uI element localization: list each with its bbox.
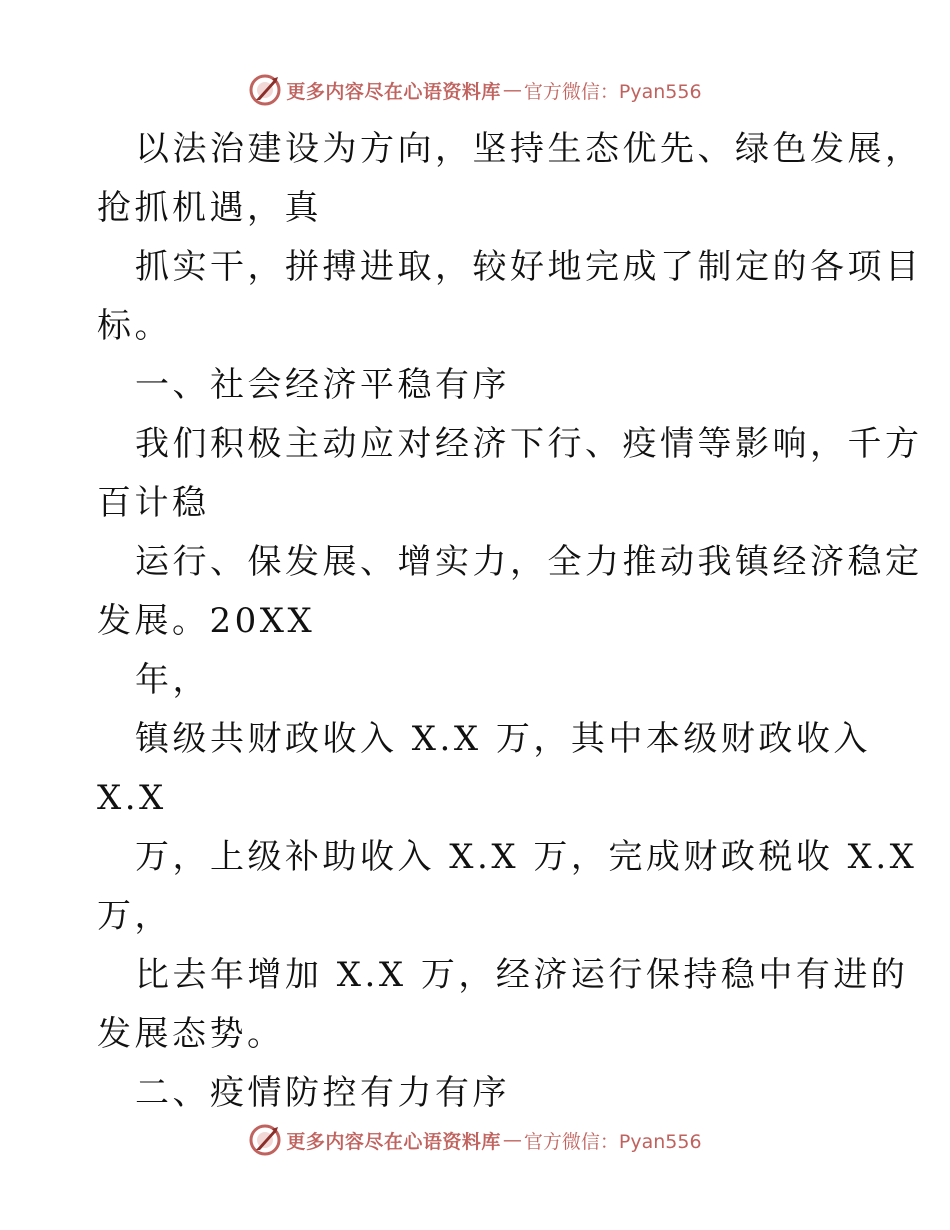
body-line: 发展。20XX [97,601,316,641]
watermark-site-text: 更多内容尽在心语资料库 [286,1130,501,1153]
quill-logo-icon [248,73,282,107]
body-line: 我们积极主动应对经济下行、疫情等影响，千方 [135,424,923,464]
body-line: 镇级共财政收入 X.X 万，其中本级财政收入 [135,719,871,759]
watermark-site-text: 更多内容尽在心语资料库 [286,80,501,103]
watermark-wechat-text: 官方微信：Pyan556 [523,80,702,103]
watermark-separator: — [502,1129,522,1151]
body-line: 万，上级补助收入 X.X 万，完成财政税收 X.X [135,837,918,877]
body-line: 发展态势。 [97,1014,285,1054]
body-line: 运行、保发展、增实力，全力推动我镇经济稳定 [135,542,923,582]
quill-logo-icon [248,1123,282,1157]
body-line: 标。 [97,306,172,346]
section-heading: 二、疫情防控有力有序 [135,1073,510,1113]
body-line: 年， [135,660,210,700]
document-body [97,120,923,1123]
body-line: 抓实干，拼搏进取，较好地完成了制定的各项目 [135,247,923,287]
body-line: 以法治建设为方向，坚持生态优先、绿色发展， [135,129,923,169]
body-line: X.X [97,778,167,818]
footer-watermark-banner [0,1120,950,1160]
header-watermark-banner [0,70,950,110]
watermark-wechat-text: 官方微信：Pyan556 [523,1130,702,1153]
body-line: 抢抓机遇，真 [97,188,322,228]
section-heading: 一、社会经济平稳有序 [135,365,510,405]
body-line: 比去年增加 X.X 万，经济运行保持稳中有进的 [135,955,909,995]
watermark-separator: — [502,79,522,101]
body-line: 万， [97,896,172,936]
body-line: 百计稳 [97,483,210,523]
